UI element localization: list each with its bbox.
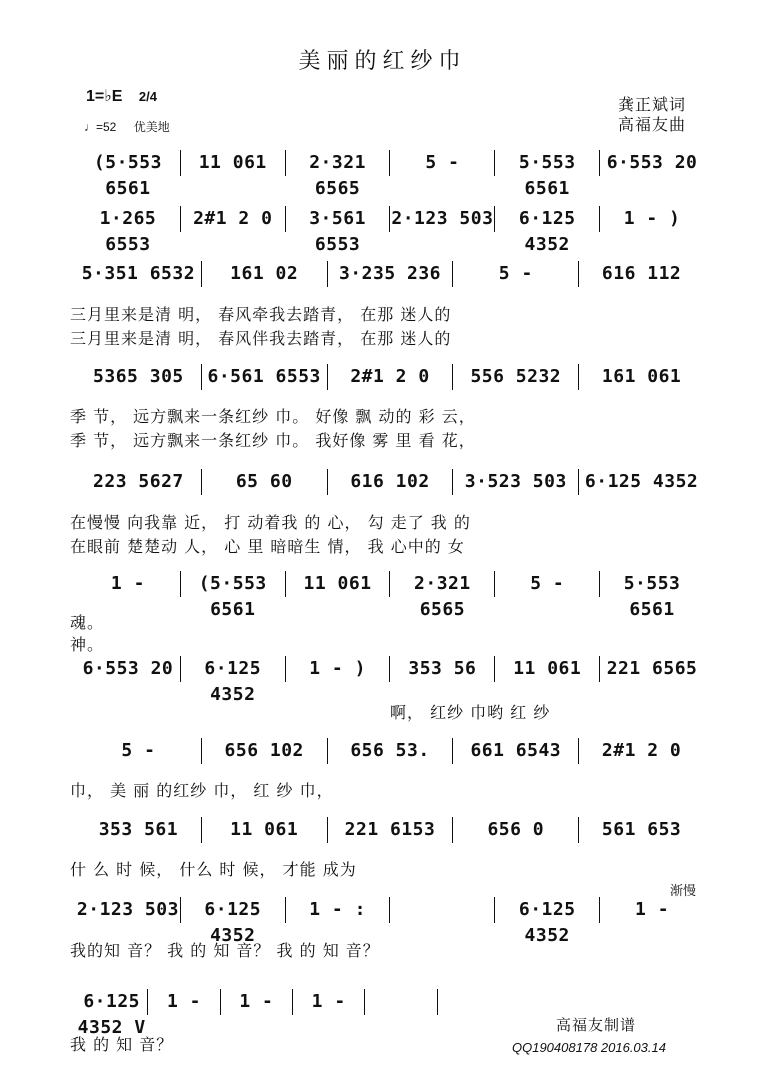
lyric-line-1: 季 节， 远方飘来一条红纱 巾。 好像 飘 动的 彩 云， <box>70 407 476 426</box>
lyric-line-1: 啊， 红纱 巾哟 红 纱 <box>390 703 551 722</box>
music-system-5 <box>70 465 710 499</box>
measure: 5·553 6561 <box>623 573 681 620</box>
measure: 2·321 6565 <box>286 150 391 176</box>
time-signature: 2/4 <box>138 89 157 104</box>
music-system-6 <box>70 567 710 620</box>
measure: 3·235 236 <box>328 261 454 287</box>
lyric-line-2: 在眼前 楚楚动 人， 心 里 暗暗生 情， 我 心中的 女 <box>70 537 465 556</box>
measure: 5·553 6561 <box>495 150 600 176</box>
measure: 2·123 503 <box>76 897 181 923</box>
measure: 1 - ) <box>286 656 391 682</box>
measure: 6·553 20 <box>76 656 181 682</box>
measure: 1 - <box>76 571 181 597</box>
measure: 2#1 2 0 <box>181 206 286 232</box>
music-system-3 <box>70 257 710 291</box>
notation-line <box>76 206 704 255</box>
measure: 6·125 4352 <box>181 897 286 923</box>
measure: 2#1 2 0 <box>328 364 454 390</box>
lyric-line-1: 三月里来是清 明， 春风牵我去踏青， 在那 迷人的 <box>70 305 452 324</box>
measure: 11 061 <box>181 150 286 176</box>
measure: 223 5627 <box>76 469 202 495</box>
measure: 1 - <box>293 989 365 1015</box>
notation-line <box>76 989 509 1038</box>
lyric-line-1: 在慢慢 向我靠 近， 打 动着我 的 心， 勾 走了 我 的 <box>70 513 471 532</box>
measure: 353 561 <box>76 817 202 843</box>
measure: 3·523 503 <box>453 469 579 495</box>
measure: 6·125 4352 <box>495 897 600 923</box>
measure: 11 061 <box>202 817 328 843</box>
composer-credit: 高福友曲 <box>618 117 687 134</box>
measure: 2·123 503 <box>390 206 495 232</box>
notation-line <box>76 738 704 764</box>
measure: 656 53. <box>328 738 454 764</box>
measure: 5365 305 <box>76 364 202 390</box>
key-signature <box>86 86 157 106</box>
measure: 221 6565 <box>606 658 698 679</box>
expression-marking: 优美地 <box>133 120 170 134</box>
measure: 656 102 <box>202 738 328 764</box>
notation-line <box>76 364 704 390</box>
music-system-7 <box>70 652 710 705</box>
lyricist-credit: 龚正斌词 <box>618 97 687 114</box>
measure: 6·125 4352 <box>495 206 600 232</box>
music-system-1 <box>70 146 710 199</box>
measure: 561 653 <box>601 819 682 840</box>
notation-line <box>76 571 704 620</box>
notation-line <box>76 150 704 199</box>
notation-line <box>76 469 704 495</box>
measure: 6·125 4352 <box>584 471 699 492</box>
lyric-line-2: 季 节， 远方飘来一条红纱 巾。 我好像 雾 里 看 花， <box>70 431 476 450</box>
measure: 1 - ) <box>623 208 681 229</box>
measure: 5·351 6532 <box>76 261 202 287</box>
key-value: 1=♭E <box>86 88 123 105</box>
music-system-11 <box>70 985 515 1038</box>
measure: 6·553 20 <box>606 152 698 173</box>
measure: 11 061 <box>286 571 391 597</box>
measure: 3·561 6553 <box>286 206 391 232</box>
music-system-4 <box>70 360 710 394</box>
tempo-change-marking: 渐慢 <box>670 883 697 898</box>
measure: 1 - : <box>286 897 391 923</box>
measure: 5 - <box>76 738 202 764</box>
measure: 5 - <box>495 571 600 597</box>
contact-date: QQ190408178 2016.03.14 <box>512 1040 666 1055</box>
lyric-line-2: 三月里来是清 明， 春风伴我去踏青， 在那 迷人的 <box>70 329 452 348</box>
notation-line <box>76 897 704 946</box>
measure: 5 - <box>390 150 495 176</box>
measure: 11 061 <box>495 656 600 682</box>
lyric-line-1: 巾， 美 丽 的红纱 巾， 红 纱 巾， <box>70 781 334 800</box>
music-system-2 <box>70 202 710 255</box>
measure: 656 0 <box>453 817 579 843</box>
notation-line <box>76 817 704 843</box>
lyric-line-1: 我的知 音？ 我 的 知 音？ 我 的 知 音？ <box>70 941 380 960</box>
measure: 65 60 <box>202 469 328 495</box>
tempo-marking: ♩=52 <box>84 120 117 134</box>
measure: 1·265 6553 <box>76 206 181 232</box>
lyric-line-1: 什 么 时 候， 什么 时 候， 才能 成为 <box>70 860 357 879</box>
measure: 556 5232 <box>453 364 579 390</box>
lyric-line-2: 神。 <box>70 635 105 654</box>
measure: 661 6543 <box>453 738 579 764</box>
music-system-8 <box>70 734 710 768</box>
page-title: 美丽的红纱巾 <box>298 48 467 73</box>
measure: 161 061 <box>601 366 682 387</box>
measure: 1 - <box>221 989 293 1015</box>
measure: 161 02 <box>202 261 328 287</box>
lyric-line-1: 魂。 <box>70 613 105 632</box>
measure: 221 6153 <box>328 817 454 843</box>
tempo-line <box>84 118 170 135</box>
measure: 6·125 4352 <box>181 656 286 682</box>
notation-line <box>76 656 704 705</box>
lyric-line-1: 我 的 知 音？ <box>70 1035 174 1054</box>
measure <box>390 897 495 923</box>
measure <box>438 989 509 1015</box>
measure: (5·553 6561 <box>76 150 181 176</box>
measure: 616 112 <box>601 263 682 284</box>
measure: 6·125 4352 V <box>76 989 148 1015</box>
measure: 616 102 <box>328 469 454 495</box>
notation-line <box>76 261 704 287</box>
measure <box>365 989 437 1015</box>
measure: 5 - <box>453 261 579 287</box>
measure: 2·321 6565 <box>390 571 495 597</box>
music-system-9 <box>70 813 710 847</box>
measure: 1 - <box>635 899 670 920</box>
measure: 6·561 6553 <box>202 364 328 390</box>
measure: 1 - <box>148 989 220 1015</box>
arranger-credit: 高福友制谱 <box>556 1017 637 1034</box>
music-system-10 <box>70 893 710 946</box>
measure: 353 56 <box>390 656 495 682</box>
measure: 2#1 2 0 <box>601 740 682 761</box>
measure: (5·553 6561 <box>181 571 286 597</box>
